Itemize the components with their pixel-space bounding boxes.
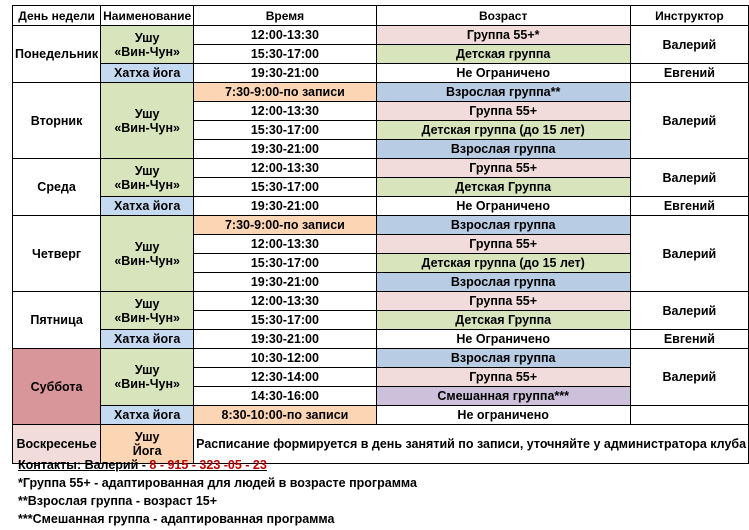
header-row	[13, 6, 749, 26]
table-row	[13, 292, 749, 311]
instructor-cell: Валерий	[630, 26, 748, 64]
time-cell: 15:30-17:00	[194, 178, 377, 197]
age-cell: Группа 55+	[376, 102, 630, 121]
day-wednesday: Среда	[13, 159, 101, 216]
time-cell: 7:30-9:00-по записи	[194, 83, 377, 102]
activity-yoga: Хатха йога	[101, 330, 194, 349]
table-row	[13, 83, 749, 102]
table-row	[13, 159, 749, 178]
instructor-cell: Валерий	[630, 292, 748, 330]
contacts-line	[18, 456, 417, 474]
instructor-cell: Валерий	[630, 216, 748, 292]
day-monday: Понедельник	[13, 26, 101, 83]
instructor-cell: Валерий	[630, 349, 748, 406]
activity-wushu-line2: «Вин-Чун»	[114, 120, 180, 135]
activity-wushu-line1: Ушу	[134, 30, 160, 45]
age-cell: Взрослая группа	[376, 349, 630, 368]
age-cell: Смешанная группа***	[376, 387, 630, 406]
activity-wushu-line1: Ушу	[134, 363, 160, 377]
instructor-cell: Валерий	[630, 83, 748, 159]
time-cell: 8:30-10:00-по записи	[194, 406, 377, 425]
table-row	[13, 216, 749, 235]
activity-wushu	[101, 349, 194, 406]
day-thursday: Четверг	[13, 216, 101, 292]
header-instructor: Инструктор	[630, 6, 748, 26]
table-row	[13, 406, 749, 425]
time-cell: 10:30-12:00	[194, 349, 377, 368]
age-cell: Группа 55+	[376, 368, 630, 387]
time-cell: 14:30-16:00	[194, 387, 377, 406]
day-friday: Пятница	[13, 292, 101, 349]
table-row	[13, 64, 749, 83]
table-row	[13, 26, 749, 45]
note-adult: **Взрослая группа - возраст 15+	[18, 494, 218, 508]
age-cell: Детская Группа	[376, 311, 630, 330]
activity-sunday-yoga: Йога	[132, 444, 162, 458]
instructor-cell	[630, 406, 748, 425]
sunday-note: Расписание формируется в день занятий по записи, уточняйте у администратора клуба	[194, 425, 749, 464]
age-cell: Взрослая группа	[376, 216, 630, 235]
activity-wushu	[101, 292, 194, 330]
note-mixed: ***Смешанная группа - адаптированная программа	[18, 512, 335, 526]
age-cell: Детская группа (до 15 лет)	[376, 121, 630, 140]
activity-wushu-line2: «Вин-Чун»	[114, 253, 180, 268]
activity-wushu-line1: Ушу	[134, 296, 160, 311]
time-cell: 12:00-13:30	[194, 102, 377, 121]
activity-wushu	[101, 216, 194, 292]
activity-wushu	[101, 26, 194, 64]
age-cell: Группа 55+*	[376, 26, 630, 45]
header-time: Время	[194, 6, 377, 26]
activity-wushu	[101, 83, 194, 159]
header-name: Наименование	[101, 6, 194, 26]
activity-yoga: Хатха йога	[101, 406, 194, 425]
time-cell: 15:30-17:00	[194, 121, 377, 140]
activity-wushu	[101, 159, 194, 197]
phone-number: 8 - 915 - 323 -05 - 23	[149, 458, 267, 472]
time-cell: 19:30-21:00	[194, 273, 377, 292]
day-tuesday: Вторник	[13, 83, 101, 159]
time-cell: 12:00-13:30	[194, 235, 377, 254]
instructor-cell: Евгений	[630, 64, 748, 83]
activity-wushu-line1: Ушу	[134, 106, 160, 121]
age-cell: Не ограничено	[376, 406, 630, 425]
activity-wushu-line1: Ушу	[134, 239, 160, 254]
age-cell: Детская группа (до 15 лет)	[376, 254, 630, 273]
table-row	[13, 197, 749, 216]
time-cell: 15:30-17:00	[194, 311, 377, 330]
time-cell: 19:30-21:00	[194, 330, 377, 349]
instructor-cell: Евгений	[630, 330, 748, 349]
time-cell: 19:30-21:00	[194, 197, 377, 216]
age-cell: Не Ограничено	[376, 64, 630, 83]
age-cell: Детская группа	[376, 45, 630, 64]
age-cell: Не Ограничено	[376, 197, 630, 216]
age-cell: Группа 55+	[376, 235, 630, 254]
contacts-label: Контакты: Валерий -	[18, 458, 150, 472]
day-sunday: Воскресенье	[13, 425, 101, 464]
header-day: День недели	[13, 6, 101, 26]
activity-sunday-wushu: Ушу	[134, 430, 160, 444]
age-cell: Взрослая группа**	[376, 83, 630, 102]
activity-wushu-line2: «Вин-Чун»	[114, 377, 180, 391]
activity-wushu-line2: «Вин-Чун»	[114, 44, 180, 59]
age-cell: Не Ограничено	[376, 330, 630, 349]
time-cell: 15:30-17:00	[194, 45, 377, 64]
time-cell: 12:00-13:30	[194, 159, 377, 178]
age-cell: Группа 55+	[376, 159, 630, 178]
age-cell: Взрослая группа	[376, 140, 630, 159]
activity-wushu-line2: «Вин-Чун»	[114, 310, 180, 325]
age-cell: Группа 55+	[376, 292, 630, 311]
instructor-cell: Евгений	[630, 197, 748, 216]
activity-wushu-line1: Ушу	[134, 163, 160, 178]
age-cell: Детская Группа	[376, 178, 630, 197]
schedule-table	[12, 5, 749, 464]
note-55plus: *Группа 55+ - адаптированная для людей в возрасте программа	[18, 476, 417, 490]
activity-yoga: Хатха йога	[101, 197, 194, 216]
activity-yoga: Хатха йога	[101, 64, 194, 83]
footer-notes	[18, 456, 417, 528]
time-cell: 12:00-13:30	[194, 292, 377, 311]
time-cell: 12:30-14:00	[194, 368, 377, 387]
age-cell: Взрослая группа	[376, 273, 630, 292]
activity-wushu-line2: «Вин-Чун»	[114, 177, 180, 192]
time-cell: 12:00-13:30	[194, 26, 377, 45]
time-cell: 19:30-21:00	[194, 64, 377, 83]
day-saturday: Суббота	[13, 349, 101, 425]
time-cell: 15:30-17:00	[194, 254, 377, 273]
table-row	[13, 330, 749, 349]
instructor-cell: Валерий	[630, 159, 748, 197]
time-cell: 19:30-21:00	[194, 140, 377, 159]
header-age: Возраст	[376, 6, 630, 26]
time-cell: 7:30-9:00-по записи	[194, 216, 377, 235]
table-row	[13, 349, 749, 368]
